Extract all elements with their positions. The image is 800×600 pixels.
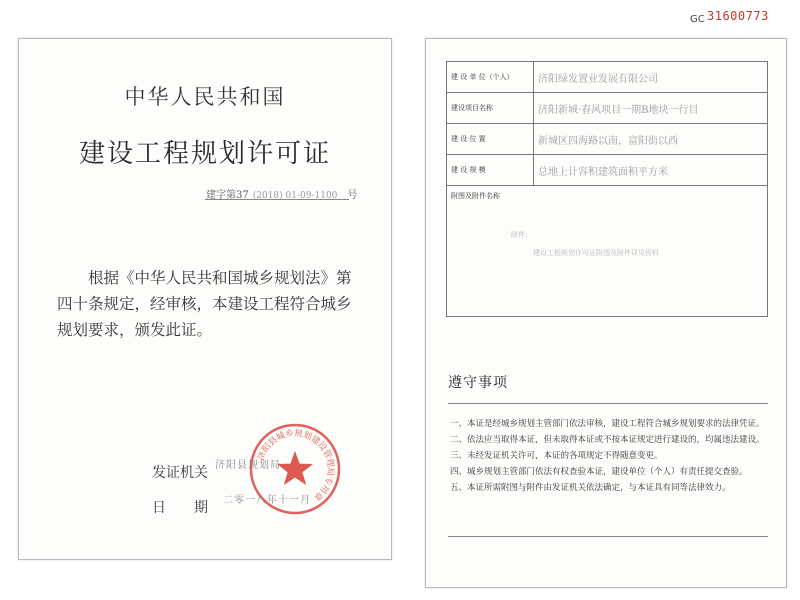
notice-item: 三、未经发证机关许可，本证的各项规定不得随意变更。 [450,451,663,461]
permit-number-prefix: 建字第37 [206,190,249,201]
bottom-divider [448,536,768,537]
row-label: 建 设 单 位（个人） [447,62,534,93]
certificate-left-page [18,38,392,560]
notice-item: 四、城乡规划主管部门依法有权查验本证，建设单位（个人）有责任提交查验。 [450,467,748,477]
row-value: 总地上计容积建筑面积平方米 [534,155,768,186]
issuer-label: 发证机关 [152,465,208,481]
seal-star-icon [277,451,313,485]
table-row [447,93,768,124]
date-label: 日 期 [152,500,208,516]
table-row [447,62,768,93]
certificate-right-page [425,38,787,588]
country-title: 中华人民共和国 [124,85,286,109]
body-line: 根据《中华人民共和国城乡规划法》第 [57,269,352,287]
certificate-body [57,265,357,343]
certificate-title: 建设工程规划许可证 [78,139,331,169]
project-info-table [446,61,768,317]
attachment-note: 附件： [511,231,532,239]
row-label: 建 设 规 模 [447,155,534,186]
gc-label: GC [690,14,705,25]
notice-title: 遵守事项 [448,375,508,391]
body-line: 规划要求，颁发此证。 [57,321,213,339]
permit-number-suffix: 号 [347,190,358,201]
notice-item: 二、依法应当取得本证，但未取得本证或不按本证规定进行建设的，均属违法建设。 [450,435,765,445]
row-value: 新城区四海路以南，富阳街以西 [534,124,768,155]
serial-number: 31600773 [707,9,769,23]
table-row [447,155,768,186]
seal-text: 济阳县城乡规划建设管理局专用章 [256,428,336,503]
permit-number-underline [205,199,349,200]
table-row [447,124,768,155]
row-label: 建 设 位 置 [447,124,534,155]
notice-list [450,417,770,497]
row-value: 济阳新城·春风项目一期B地块一行目 [534,93,768,124]
permit-number-digits: (2018) 01-09-1100 [252,191,338,201]
body-line: 四十条规定，经审核，本建设工程符合城乡 [57,295,352,313]
row-value: 济阳绿发置业发展有限公司 [534,62,768,93]
notice-item: 一、本证是经城乡规划主管部门依法审核，建设工程符合城乡规划要求的法律凭证。 [450,419,765,429]
row-label: 建设项目名称 [447,93,534,124]
attachments-row [447,186,768,317]
date-value: 二零一八年十一月 [223,495,311,506]
issuer-value: 济阳县规划局 [215,460,281,471]
attachments-cell [447,186,768,317]
notice-divider [448,403,768,404]
attachments-label: 附图及附件名称 [451,192,500,200]
notice-item: 五、本证所需附图与附件由发证机关依法确定，与本证具有同等法律效力。 [450,483,731,493]
attachment-note: 建设工程规划许可证附图及附件详见资料 [533,249,659,257]
